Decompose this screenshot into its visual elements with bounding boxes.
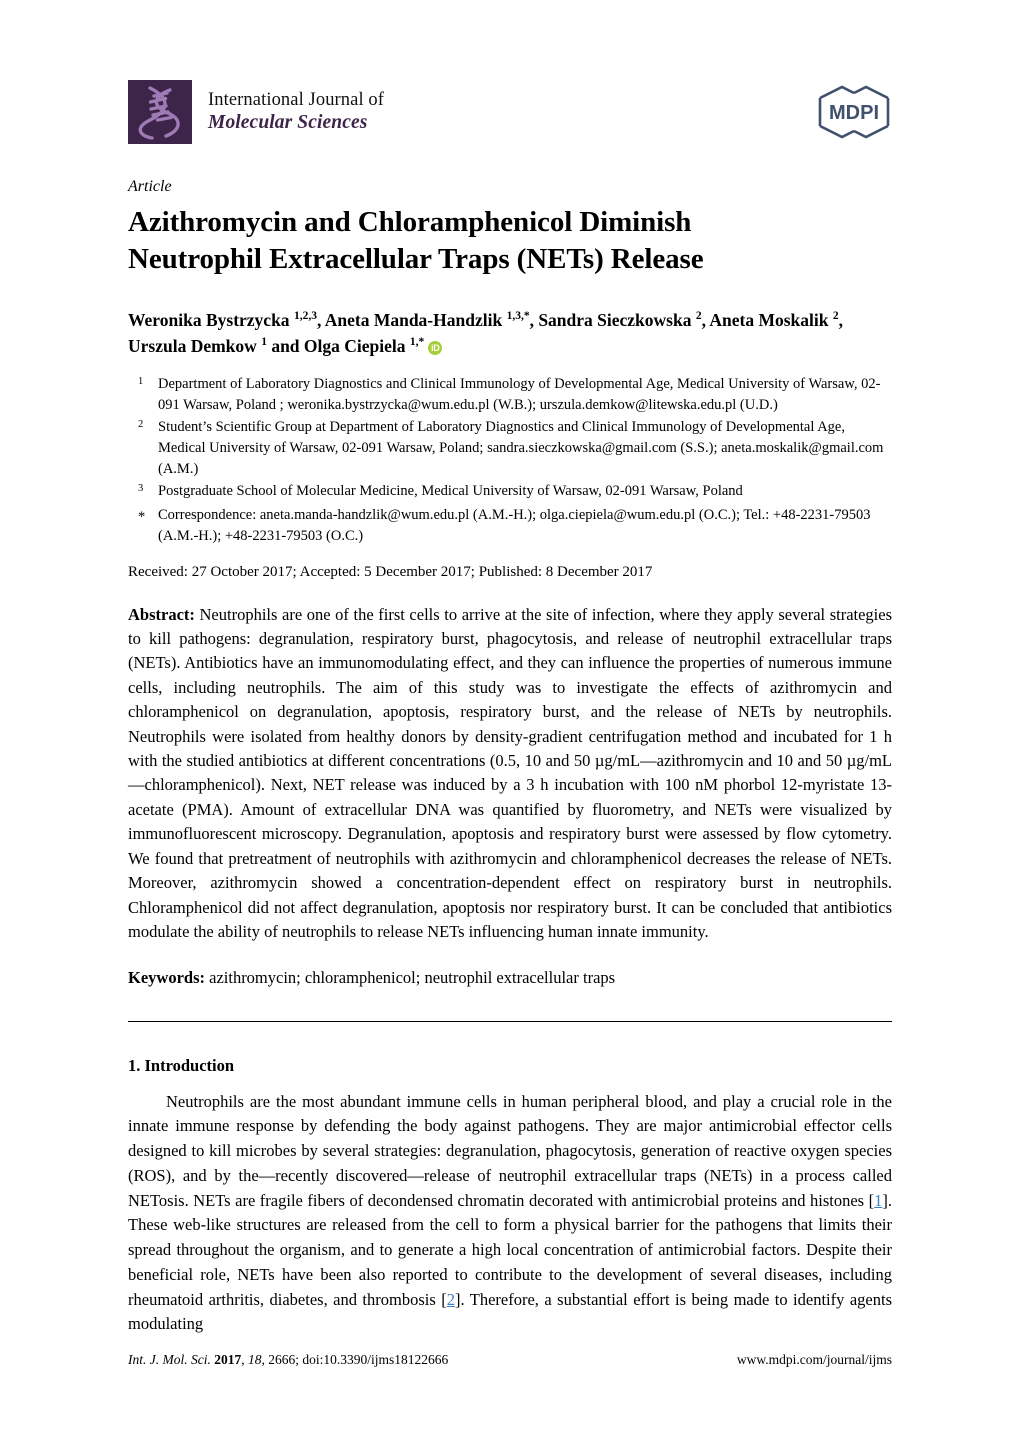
author-entry	[128, 336, 267, 356]
abstract-label: Abstract:	[128, 604, 195, 624]
citation-link-1[interactable]: 1	[874, 1190, 883, 1210]
affiliation-marker: 2	[138, 418, 144, 430]
masthead	[128, 80, 892, 166]
author-list	[128, 307, 892, 360]
journal-brand	[128, 80, 384, 144]
page-footer	[128, 1352, 892, 1368]
section-divider	[128, 1021, 892, 1022]
journal-name-line2: Molecular Sciences	[208, 112, 368, 134]
paper-title-line2: Neutrophil Extracellular Traps (NETs) Release	[128, 242, 704, 275]
affiliation-text: Department of Laboratory Diagnostics and Clinical Immunology of Developmental Age, Medical University of Warsaw, 02-091 Warsaw, Poland ; weronika.bystrzycka@wum.edu.pl (W.B.); urszula.demkow@litewska.edu.pl (U.D.)	[158, 375, 881, 413]
author-entry: Sandra Sieczkowska $^2$,	[538, 310, 706, 331]
affiliation-marker: 3	[138, 483, 144, 495]
affiliation-row	[128, 417, 892, 480]
keywords-text: azithromycin; chloramphenicol; neutrophil extracellular traps	[209, 968, 616, 988]
mdpi-logo-text: MDPI	[829, 102, 879, 124]
author-name: Urszula Demkow	[128, 336, 257, 357]
orcid-icon[interactable]: iD	[428, 341, 442, 355]
dna-helix-logo-icon	[128, 80, 192, 144]
affiliation-row	[128, 481, 892, 504]
footer-volume: 18	[247, 1352, 262, 1367]
author-affil-marker: 1,*	[409, 336, 425, 349]
intro-text-part1: Neutrophils are the most abundant immune cells in human peripheral blood, and play a crucial role in the innate immune response by defending the body against pathogens. They are major antimicrobial effector cells designed to kill microbes by several strategies: degranulation, phagocytosis, generation of reactive oxygen species (ROS), and by the—recently discovered—release of neutrophil extracellular traps (NETs) in a process called NETosis. NETs are fragile fibers of decondensed chromatin decorated with antimicrobial proteins and histones [	[128, 1091, 892, 1210]
abstract-block	[128, 603, 892, 945]
author-name: Olga Ciepiela	[303, 336, 406, 357]
paper-title-line1: Azithromycin and Chloramphenicol Diminish	[128, 206, 692, 238]
footer-doi: doi:10.3390/ijms18122666	[302, 1352, 449, 1367]
authors-conjunction: and	[271, 336, 300, 357]
footer-journal-url[interactable]: www.mdpi.com/journal/ijms	[736, 1352, 892, 1367]
affiliation-marker: *	[138, 509, 146, 526]
mdpi-logo-icon	[816, 84, 892, 140]
footer-year: 2017	[214, 1352, 242, 1367]
author-name: Sandra Sieczkowska	[538, 310, 692, 331]
author-affil-marker: 1	[261, 336, 267, 349]
author-entry: Aneta Manda-Handzlik $^{1,3,*}$,	[324, 310, 534, 331]
affiliation-text: Correspondence: aneta.manda-handzlik@wum.edu.pl (A.M.-H.); olga.ciepiela@wum.edu.pl (O.C.); Tel.: +48-2231-79503 (A.M.-H.); +48-2231-79503 (O.C.)	[158, 507, 871, 545]
section-heading-introduction: 1. Introduction	[128, 1055, 235, 1075]
affiliation-row	[128, 505, 892, 547]
publication-dates: Received: 27 October 2017; Accepted: 5 December 2017; Published: 8 December 2017	[128, 563, 653, 580]
page-title	[128, 204, 892, 277]
footer-citation: Int. J. Mol. Sci. 2017, 18, 2666; doi:10.3390/ijms18122666	[128, 1352, 449, 1367]
journal-title-block	[208, 89, 384, 135]
author-affil-marker: 2	[695, 310, 702, 323]
author-name: Aneta Manda-Handzlik	[324, 310, 503, 331]
keywords-label: Keywords:	[128, 968, 205, 988]
affiliation-row	[128, 374, 892, 416]
author-affil-marker: 2	[832, 310, 839, 323]
author-name: Aneta Moskalik	[709, 310, 829, 331]
article-type-label: Article	[128, 178, 172, 195]
author-name: Weronika Bystrzycka	[128, 310, 290, 331]
affiliation-text: Postgraduate School of Molecular Medicine, Medical University of Warsaw, 02-091 Warsaw, Poland	[158, 483, 743, 500]
intro-text-part2: ]. These web-like structures are released from the cell to form a physical barrier for the pathogens that limits their spread throughout the organism, and to generate a high local concentration of antimicrobial factors. Despite their beneficial role, NETs have been also reported to contribute to the development of several diseases, including rheumatoid arthritis, diabetes, and thrombosis [	[128, 1190, 892, 1309]
introduction-paragraph	[128, 1090, 892, 1338]
affiliation-list	[128, 374, 892, 548]
footer-journal-abbrev: Int. J. Mol. Sci.	[128, 1352, 211, 1367]
abstract-text: Neutrophils are one of the first cells to arrive at the site of infection, where they apply several strategies to kill pathogens: degranulation, respiratory burst, phagocytosis, and release of neutrophil extracellular traps (NETs). Antibiotics have an immunomodulating effect, and they can influence the properties of numerous immune cells, including neutrophils. The aim of this study was to investigate the effects of azithromycin and chloramphenicol on degranulation, apoptosis, respiratory burst, and the release of NETs by neutrophils. Neutrophils were isolated from healthy donors by density-gradient centrifugation method and incubated for 1 h with the studied antibiotics at different concentrations (0.5, 10 and 50 µg/mL—azithromycin and 10 and 50 µg/mL—chloramphenicol). Next, NET release was induced by a 3 h incubation with 100 nM phorbol 12-myristate 13-acetate (PMA). Amount of extracellular DNA was quantified by fluorometry, and NETs were visualized by immunofluorescent microscopy. Degranulation, apoptosis and respiratory burst were assessed by flow cytometry. We found that pretreatment of neutrophils with azithromycin and chloramphenicol decreases the release of NETs. Moreover, azithromycin showed a concentration-dependent effect on respiratory burst in neutrophils. Chloramphenicol did not affect degranulation, apoptosis nor respiratory burst. It can be concluded that antibiotics modulate the ability of neutrophils to release NETs influencing human innate immunity.	[128, 604, 893, 941]
footer-article-number: 2666	[268, 1352, 296, 1367]
author-entry: Aneta Moskalik $^2$,	[709, 310, 843, 331]
journal-name-line1: International Journal of	[208, 89, 385, 110]
author-affil-marker: 1,2,3	[293, 310, 317, 323]
intro-text-part3: ]. Therefore, a substantial effort is being made to identify agents modulating	[128, 1289, 892, 1334]
affiliation-text: Student’s Scientific Group at Department of Laboratory Diagnostics and Clinical Immunology of Developmental Age, Medical University of Warsaw, 02-091 Warsaw, Poland; sandra.sieczkowska@gmail.com (S.S.); aneta.moskalik@gmail.com (A.M.)	[158, 418, 884, 478]
citation-link-2[interactable]: 2	[446, 1289, 455, 1309]
keywords-block	[128, 966, 892, 990]
page-content	[128, 0, 892, 1354]
affiliation-marker: 1	[138, 375, 144, 387]
author-entry	[304, 336, 424, 356]
author-affil-marker: 1,3,*	[506, 310, 530, 323]
author-entry: Weronika Bystrzycka $^{1,2,3}$,	[128, 310, 322, 331]
